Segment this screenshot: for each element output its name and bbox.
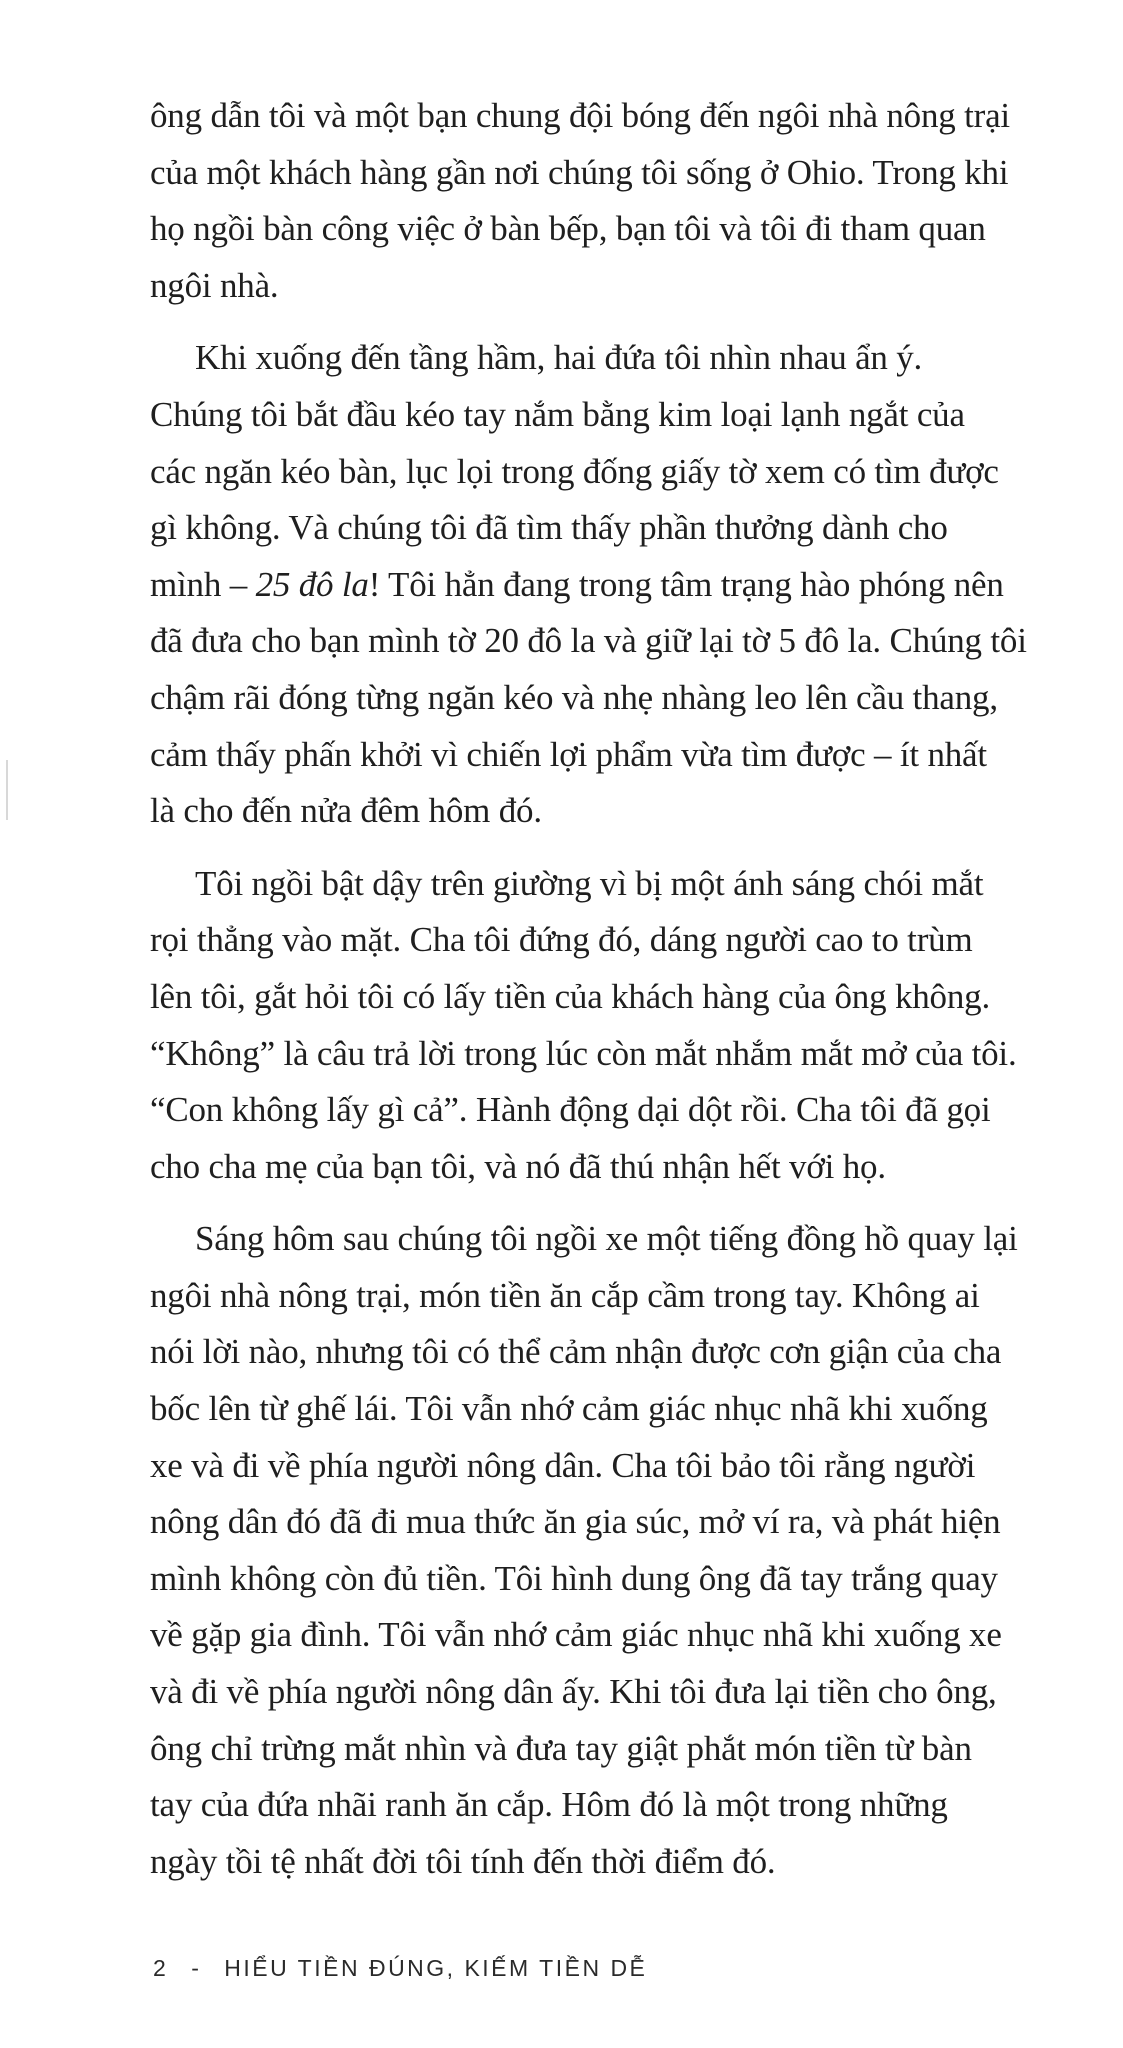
- text-line: Khi xuống đến tầng hầm, hai đứa tôi nhìn nhau ẩn ý.: [195, 338, 923, 378]
- text-line: ngôi nhà nông trại, món tiền ăn cắp cầm trong tay. Không ai: [150, 1275, 980, 1315]
- text-line: mình không còn đủ tiền. Tôi hình dung ông đã tay trắng quay: [150, 1558, 998, 1598]
- text-line: ông chỉ trừng mắt nhìn và đưa tay giật phắt món tiền từ bàn: [150, 1728, 972, 1768]
- scan-edge-mark: [6, 760, 8, 820]
- text-run: mình –: [150, 564, 256, 604]
- text-line: họ ngồi bàn công việc ở bàn bếp, bạn tôi và tôi đi tham quan: [150, 209, 986, 249]
- text-line: Tôi ngồi bật dậy trên giường vì bị một ánh sáng chói mắt: [195, 863, 984, 903]
- text-line: tay của đứa nhãi ranh ăn cắp. Hôm đó là một trong những: [150, 1785, 948, 1825]
- footer-separator: -: [191, 1955, 202, 1981]
- text-line: các ngăn kéo bàn, lục lọi trong đống giấy tờ xem có tìm được: [150, 451, 999, 491]
- running-title: HIỂU TIỀN ĐÚNG, KIẾM TIỀN DỄ: [224, 1955, 648, 1981]
- text-line: “Con không lấy gì cả”. Hành động dại dột rồi. Cha tôi đã gọi: [150, 1090, 991, 1130]
- text-line: đã đưa cho bạn mình tờ 20 đô la và giữ lại tờ 5 đô la. Chúng tôi: [150, 621, 1027, 661]
- text-line: “Không” là câu trả lời trong lúc còn mắt nhắm mắt mở của tôi.: [150, 1033, 1017, 1073]
- paragraph: [150, 330, 1080, 839]
- text-line: gì không. Và chúng tôi đã tìm thấy phần thưởng dành cho: [150, 508, 948, 548]
- text-line: xe và đi về phía người nông dân. Cha tôi bảo tôi rằng người: [150, 1445, 976, 1485]
- paragraph: [150, 1211, 1080, 1890]
- text-line: rọi thẳng vào mặt. Cha tôi đứng đó, dáng người cao to trùm: [150, 920, 973, 960]
- text-line: Chúng tôi bắt đầu kéo tay nắm bằng kim loại lạnh ngắt của: [150, 394, 965, 434]
- paragraph: [150, 88, 1080, 314]
- text-line: bốc lên từ ghế lái. Tôi vẫn nhớ cảm giác nhục nhã khi xuống: [150, 1389, 988, 1429]
- body-text: [150, 88, 1080, 1906]
- text-line: và đi về phía người nông dân ấy. Khi tôi đưa lại tiền cho ông,: [150, 1672, 997, 1712]
- text-line: về gặp gia đình. Tôi vẫn nhớ cảm giác nhục nhã khi xuống xe: [150, 1615, 1002, 1655]
- text-line: nông dân đó đã đi mua thức ăn gia súc, mở ví ra, và phát hiện: [150, 1502, 1001, 1542]
- page-footer: [153, 1955, 647, 1982]
- text-line: của một khách hàng gần nơi chúng tôi sống ở Ohio. Trong khi: [150, 152, 1009, 192]
- text-line: ông dẫn tôi và một bạn chung đội bóng đến ngôi nhà nông trại: [150, 96, 1010, 135]
- text-run: ! Tôi hẳn đang trong tâm trạng hào phóng nên: [368, 564, 1004, 604]
- text-line: Sáng hôm sau chúng tôi ngồi xe một tiếng đồng hồ quay lại: [195, 1219, 1018, 1259]
- text-line: là cho đến nửa đêm hôm đó.: [150, 791, 542, 831]
- text-line: cho cha mẹ của bạn tôi, và nó đã thú nhận hết với họ.: [150, 1146, 886, 1186]
- paragraph: [150, 856, 1080, 1196]
- text-line: ngày tồi tệ nhất đời tôi tính đến thời điểm đó.: [150, 1841, 776, 1881]
- page-number: 2: [153, 1955, 169, 1981]
- italic-amount: 25 đô la: [255, 564, 369, 604]
- text-line: chậm rãi đóng từng ngăn kéo và nhẹ nhàng leo lên cầu thang,: [150, 677, 998, 717]
- text-line: lên tôi, gắt hỏi tôi có lấy tiền của khách hàng của ông không.: [150, 976, 991, 1016]
- text-line: cảm thấy phấn khởi vì chiến lợi phẩm vừa tìm được – ít nhất: [150, 734, 987, 774]
- text-line: nói lời nào, nhưng tôi có thể cảm nhận được cơn giận của cha: [150, 1332, 1002, 1372]
- text-line: ngôi nhà.: [150, 265, 279, 305]
- text-line: [150, 557, 1080, 614]
